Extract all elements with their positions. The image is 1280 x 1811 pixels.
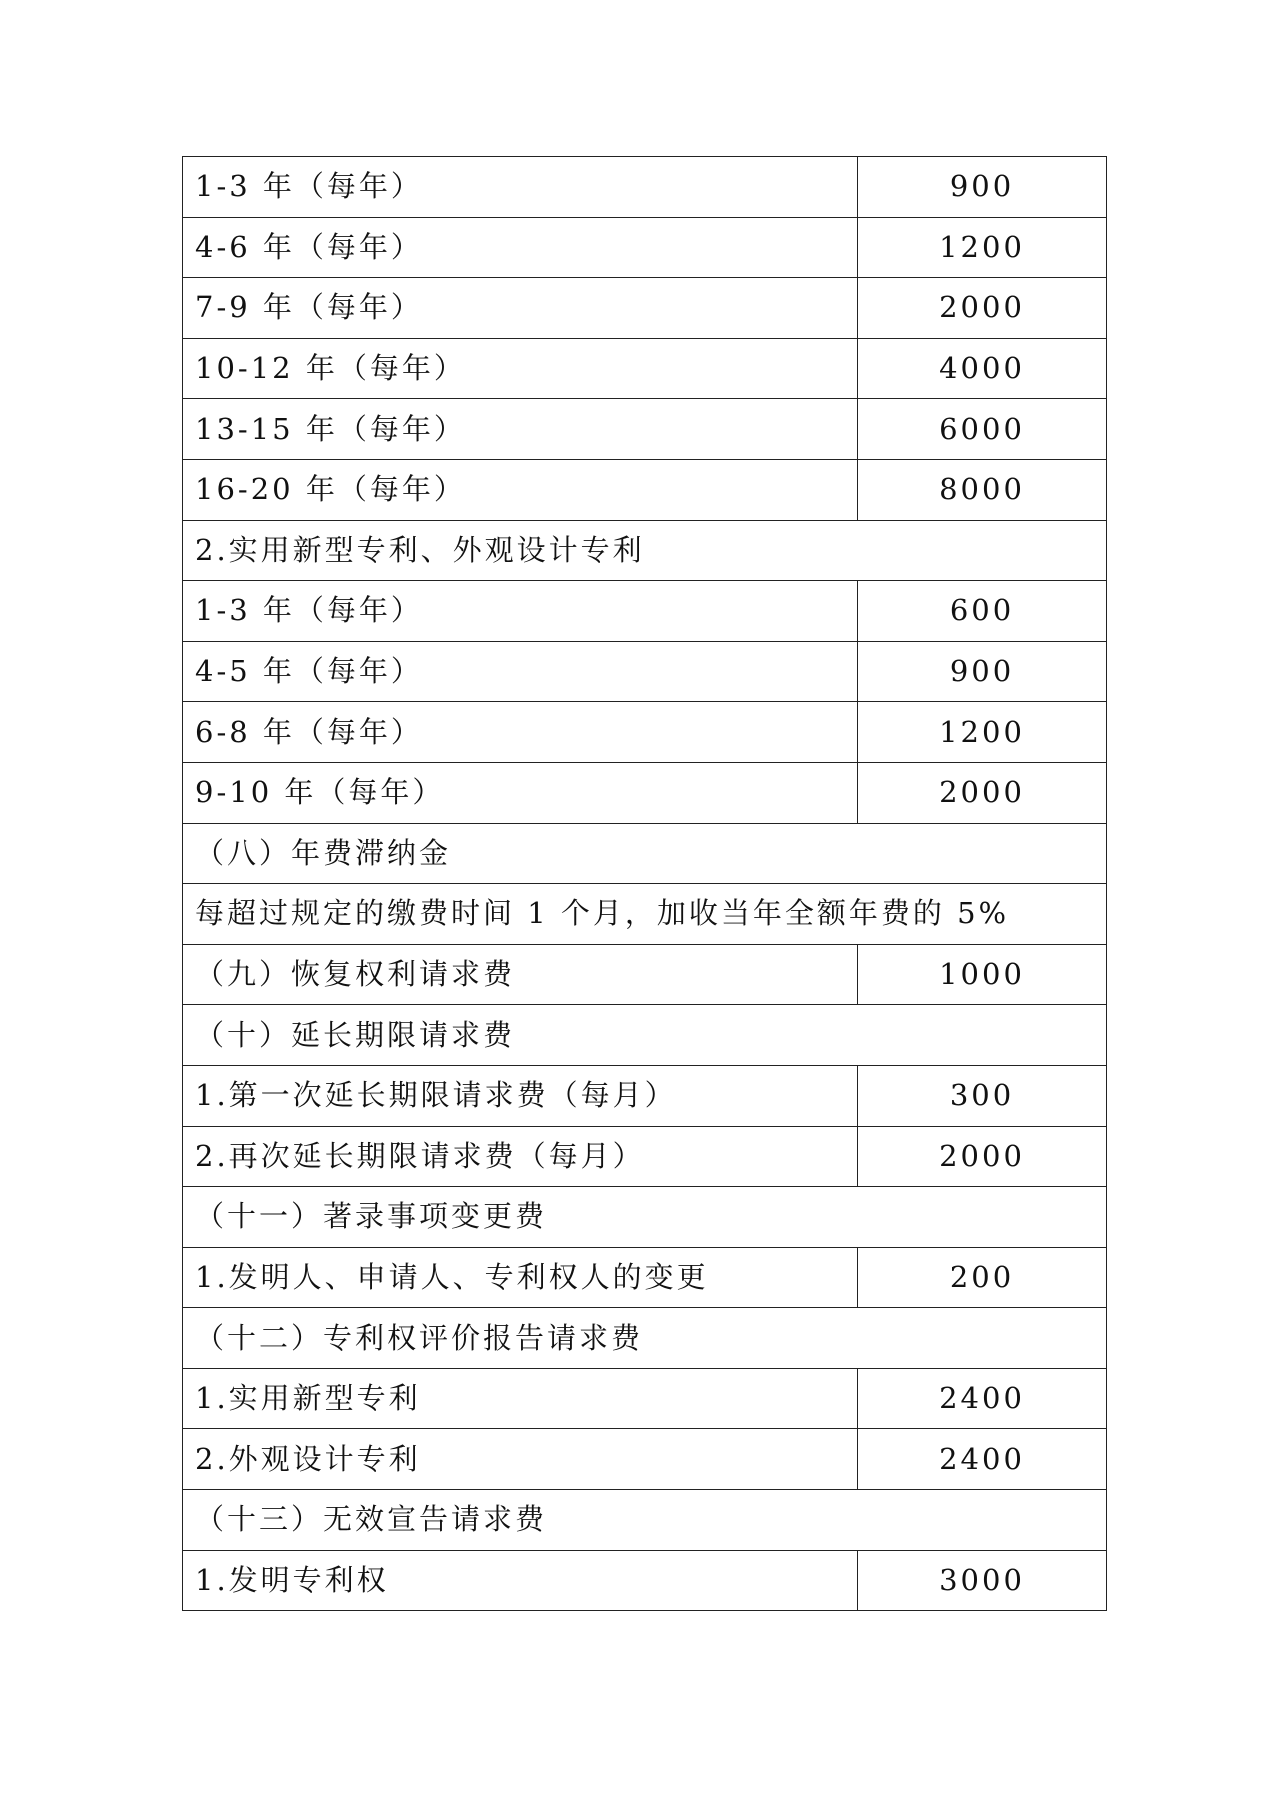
fee-row — [183, 1247, 1107, 1308]
fee-item-amount: 1200 — [858, 217, 1107, 278]
fee-item-amount: 2000 — [858, 278, 1107, 339]
fee-row — [183, 581, 1107, 642]
fee-item-amount: 6000 — [858, 399, 1107, 460]
section-row — [183, 884, 1107, 945]
section-heading: （十二）专利权评价报告请求费 — [183, 1308, 1107, 1369]
fee-item-label: 1.发明专利权 — [183, 1550, 858, 1611]
fee-row — [183, 1429, 1107, 1490]
fee-item-label: （九）恢复权利请求费 — [183, 944, 858, 1005]
fee-row — [183, 702, 1107, 763]
fee-row — [183, 1126, 1107, 1187]
fee-row — [183, 278, 1107, 339]
fee-row — [183, 157, 1107, 218]
fee-item-label: 10-12 年（每年） — [183, 338, 858, 399]
fee-item-amount: 2400 — [858, 1429, 1107, 1490]
fee-row — [183, 1368, 1107, 1429]
fee-item-amount: 2000 — [858, 1126, 1107, 1187]
section-heading: （八）年费滞纳金 — [183, 823, 1107, 884]
fee-item-amount: 4000 — [858, 338, 1107, 399]
fee-item-amount: 600 — [858, 581, 1107, 642]
fee-item-label: 1.实用新型专利 — [183, 1368, 858, 1429]
fee-row — [183, 1550, 1107, 1611]
fee-item-amount: 8000 — [858, 459, 1107, 520]
fee-row — [183, 338, 1107, 399]
section-row — [183, 1005, 1107, 1066]
fee-item-amount: 200 — [858, 1247, 1107, 1308]
fee-table-body — [183, 157, 1107, 1611]
section-heading: （十三）无效宣告请求费 — [183, 1490, 1107, 1551]
fee-row — [183, 399, 1107, 460]
fee-row — [183, 459, 1107, 520]
fee-row — [183, 762, 1107, 823]
fee-item-amount: 1000 — [858, 944, 1107, 1005]
fee-item-amount: 900 — [858, 157, 1107, 218]
fee-row — [183, 641, 1107, 702]
section-heading: 2.实用新型专利、外观设计专利 — [183, 520, 1107, 581]
fee-row — [183, 1065, 1107, 1126]
fee-row — [183, 217, 1107, 278]
fee-item-amount: 2400 — [858, 1368, 1107, 1429]
section-heading: （十一）著录事项变更费 — [183, 1187, 1107, 1248]
fee-item-label: 1-3 年（每年） — [183, 581, 858, 642]
fee-item-amount: 3000 — [858, 1550, 1107, 1611]
section-row — [183, 520, 1107, 581]
section-row — [183, 1187, 1107, 1248]
fee-item-label: 6-8 年（每年） — [183, 702, 858, 763]
fee-item-label: 16-20 年（每年） — [183, 459, 858, 520]
section-row — [183, 1490, 1107, 1551]
section-row — [183, 1308, 1107, 1369]
fee-row — [183, 944, 1107, 1005]
section-row — [183, 823, 1107, 884]
fee-item-label: 2.再次延长期限请求费（每月） — [183, 1126, 858, 1187]
fee-item-label: 13-15 年（每年） — [183, 399, 858, 460]
fee-item-amount: 2000 — [858, 762, 1107, 823]
fee-item-label: 9-10 年（每年） — [183, 762, 858, 823]
fee-item-amount: 900 — [858, 641, 1107, 702]
fee-item-label: 7-9 年（每年） — [183, 278, 858, 339]
fee-table — [182, 156, 1107, 1611]
fee-item-amount: 300 — [858, 1065, 1107, 1126]
fee-item-label: 4-6 年（每年） — [183, 217, 858, 278]
fee-item-label: 1.发明人、申请人、专利权人的变更 — [183, 1247, 858, 1308]
section-heading: 每超过规定的缴费时间 1 个月，加收当年全额年费的 5% — [183, 884, 1107, 945]
section-heading: （十）延长期限请求费 — [183, 1005, 1107, 1066]
fee-item-label: 4-5 年（每年） — [183, 641, 858, 702]
fee-item-label: 1-3 年（每年） — [183, 157, 858, 218]
fee-item-label: 2.外观设计专利 — [183, 1429, 858, 1490]
fee-item-amount: 1200 — [858, 702, 1107, 763]
fee-item-label: 1.第一次延长期限请求费（每月） — [183, 1065, 858, 1126]
